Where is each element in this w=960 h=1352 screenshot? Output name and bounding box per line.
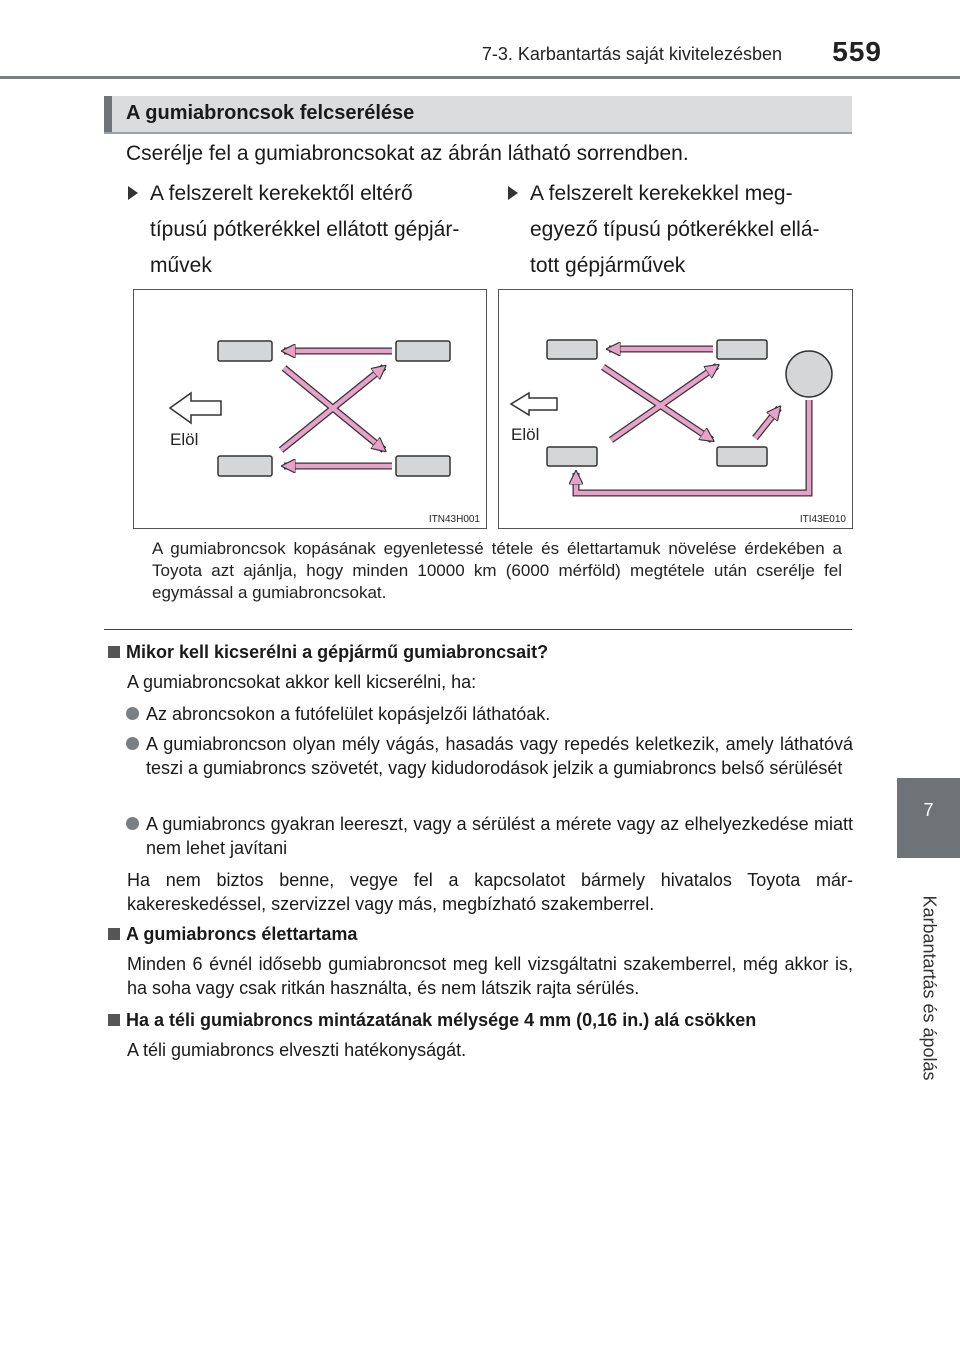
- front-label: Elöl: [511, 425, 540, 444]
- tire-rear-right: [717, 447, 767, 466]
- variant-heading-different-spare: [150, 176, 468, 284]
- rotation-diagram-1: [134, 290, 486, 528]
- rotation-arrow: [755, 408, 779, 438]
- list-item-text: A gumiabroncson olyan mély vágás, hasadás vagy repedés keletkezik, amely láthatóvá teszi a gumiabroncs szövetét, vagy kidudorodások jelzik a gumiabroncs belső sérülését: [146, 734, 853, 778]
- variant-heading-line: típusú pótkerékkel ellátott gépjár-: [150, 218, 460, 241]
- variant-heading-same-spare: [530, 176, 852, 284]
- page-number: 559: [832, 36, 882, 67]
- bullet-dot-icon: [126, 817, 139, 830]
- question-heading-text: Mikor kell kicserélni a gépjármű gumiabroncsait?: [126, 642, 549, 662]
- section-title-accent: [104, 96, 112, 132]
- intro-text: Cserélje fel a gumiabroncsokat az ábrán látható sorrendben.: [126, 142, 689, 165]
- list-item: [146, 812, 853, 860]
- question-heading: [108, 924, 357, 945]
- tire-front-right: [547, 447, 597, 466]
- section-title: A gumiabroncsok felcserélése: [126, 102, 415, 124]
- list-item-text: A gumiabroncs gyakran leereszt, vagy a sérülést a mérete vagy az elhelyezkedése miatt nem lehet javítani: [146, 814, 853, 858]
- bullet-dot-icon: [126, 707, 139, 720]
- tire-rear-left: [717, 340, 767, 359]
- figure-code: ITN43H001: [428, 514, 480, 525]
- front-direction-arrow-icon: [170, 393, 221, 423]
- paragraph: A gumiabroncsokat akkor kell kicserélni, ha:: [127, 672, 477, 692]
- tire-rotation-figure-2: [498, 289, 853, 529]
- square-bullet-icon: [108, 928, 120, 940]
- variant-heading-line: művek: [150, 254, 212, 277]
- variant-heading-line: A felszerelt kerekektől eltérő: [150, 182, 413, 205]
- section-divider: [104, 629, 852, 630]
- list-item-text: Az abroncsokon a futófelület kopásjelzői láthatóak.: [146, 704, 551, 724]
- tire-front-right: [218, 456, 272, 476]
- question-heading: [108, 1010, 756, 1031]
- triangle-bullet-icon: [128, 186, 138, 200]
- bullet-dot-icon: [126, 737, 139, 750]
- running-header-section: 7-3. Karbantartás saját kivitelezésben: [481, 44, 782, 64]
- section-title-bar: [104, 96, 852, 134]
- tire-rear-left: [396, 341, 450, 361]
- tire-rear-right: [396, 456, 450, 476]
- list-item: [146, 732, 853, 780]
- figure-code: ITI43E010: [799, 514, 846, 525]
- list-item: [146, 702, 853, 726]
- tire-front-left: [218, 341, 272, 361]
- tire-rotation-figure-1: [133, 289, 487, 529]
- chapter-tab-number: 7: [923, 800, 934, 820]
- question-heading-text: Ha a téli gumiabroncs mintázatának mélysége 4 mm (0,16 in.) alá csökken: [126, 1010, 757, 1030]
- rotation-diagram-2: [499, 290, 852, 528]
- question-heading: [108, 642, 548, 663]
- spare-tire: [786, 351, 832, 397]
- variant-heading-line: A felszerelt kerekekkel meg-: [530, 182, 793, 205]
- variant-heading-line: egyező típusú pótkerékkel ellá-: [530, 218, 820, 241]
- paragraph: Ha nem biztos benne, vegye fel a kapcsolatot bármely hivatalos Toyota márkakereskedéssel, szervizzel vagy más, megbízható szakemberrel.: [127, 870, 853, 914]
- tire-front-left: [547, 340, 597, 359]
- front-direction-arrow-icon: [511, 393, 557, 415]
- question-heading-text: A gumiabroncs élettartama: [126, 924, 358, 944]
- header-rule: [0, 76, 960, 79]
- square-bullet-icon: [108, 646, 120, 658]
- triangle-bullet-icon: [508, 186, 518, 200]
- paragraph: Minden 6 évnél idősebb gumiabroncsot meg kell vizsgáltatni szakemberrel, még akkor is, ha soha vagy csak ritkán használta, és nem látszik rajta sérülés.: [127, 954, 853, 998]
- chapter-tab: [897, 778, 960, 858]
- front-label: Elöl: [170, 430, 199, 449]
- paragraph: A téli gumiabroncs elveszti hatékonyságát.: [127, 1040, 467, 1060]
- figure-caption: A gumiabroncsok kopásának egyenletessé tétele és élettartamuk növelése érdekében a Toyota azt ajánlja, hogy minden 10000 km (6000 mérföld) megtétele után cserélje fel egymással a gumiabroncsokat.: [152, 539, 842, 602]
- square-bullet-icon: [108, 1014, 120, 1026]
- variant-heading-line: tott gépjárművek: [530, 254, 686, 277]
- chapter-tab-label: Karbantartás és ápolás: [919, 895, 940, 1081]
